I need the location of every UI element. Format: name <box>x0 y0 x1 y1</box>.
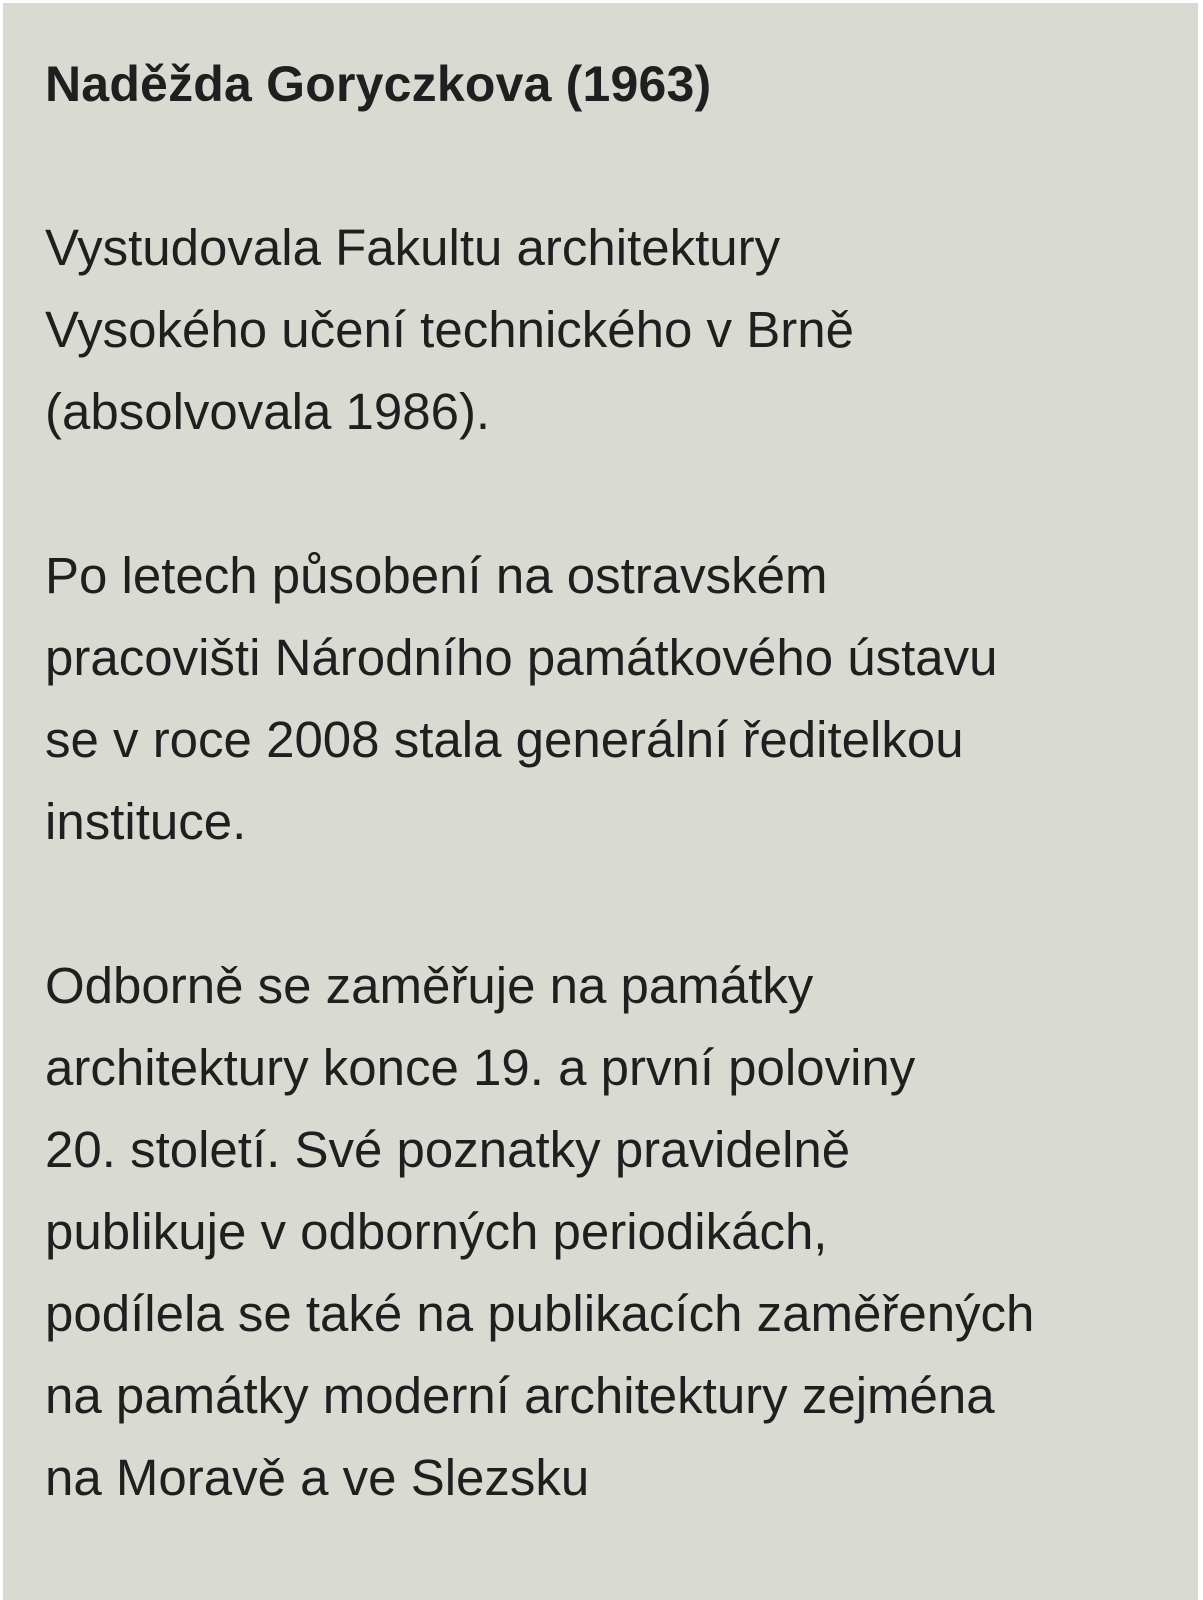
bio-card <box>3 3 1198 1600</box>
expertise-paragraph <box>45 945 1168 1519</box>
paragraph-line: na Moravě a ve Slezsku <box>45 1449 590 1506</box>
paragraph-line: 20. století. Své poznatky pravidelně <box>45 1121 851 1178</box>
paragraph-line: Vysokého učení technického v Brně <box>45 301 854 358</box>
paragraph-line: na památky moderní architektury zejména <box>45 1367 995 1424</box>
paragraph-line: instituce. <box>45 793 247 850</box>
paragraph-line: (absolvovala 1986). <box>45 383 491 440</box>
paragraph-line: Odborně se zaměřuje na památky <box>45 957 814 1014</box>
paragraph-line: Vystudovala Fakultu architektury <box>45 219 781 276</box>
person-name-heading: Naděžda Goryczkova (1963) <box>45 56 712 112</box>
paragraph-line: se v roce 2008 stala generální ředitelkou <box>45 711 964 768</box>
career-paragraph <box>45 535 1168 863</box>
paragraph-line: podílela se také na publikacích zaměřených <box>45 1285 1035 1342</box>
education-paragraph <box>45 207 1168 453</box>
paragraph-line: pracovišti Národního památkového ústavu <box>45 629 998 686</box>
paragraph-line: Po letech působení na ostravském <box>45 547 828 604</box>
paragraph-line: publikuje v odborných periodikách, <box>45 1203 828 1260</box>
paragraph-line: architektury konce 19. a první poloviny <box>45 1039 916 1096</box>
